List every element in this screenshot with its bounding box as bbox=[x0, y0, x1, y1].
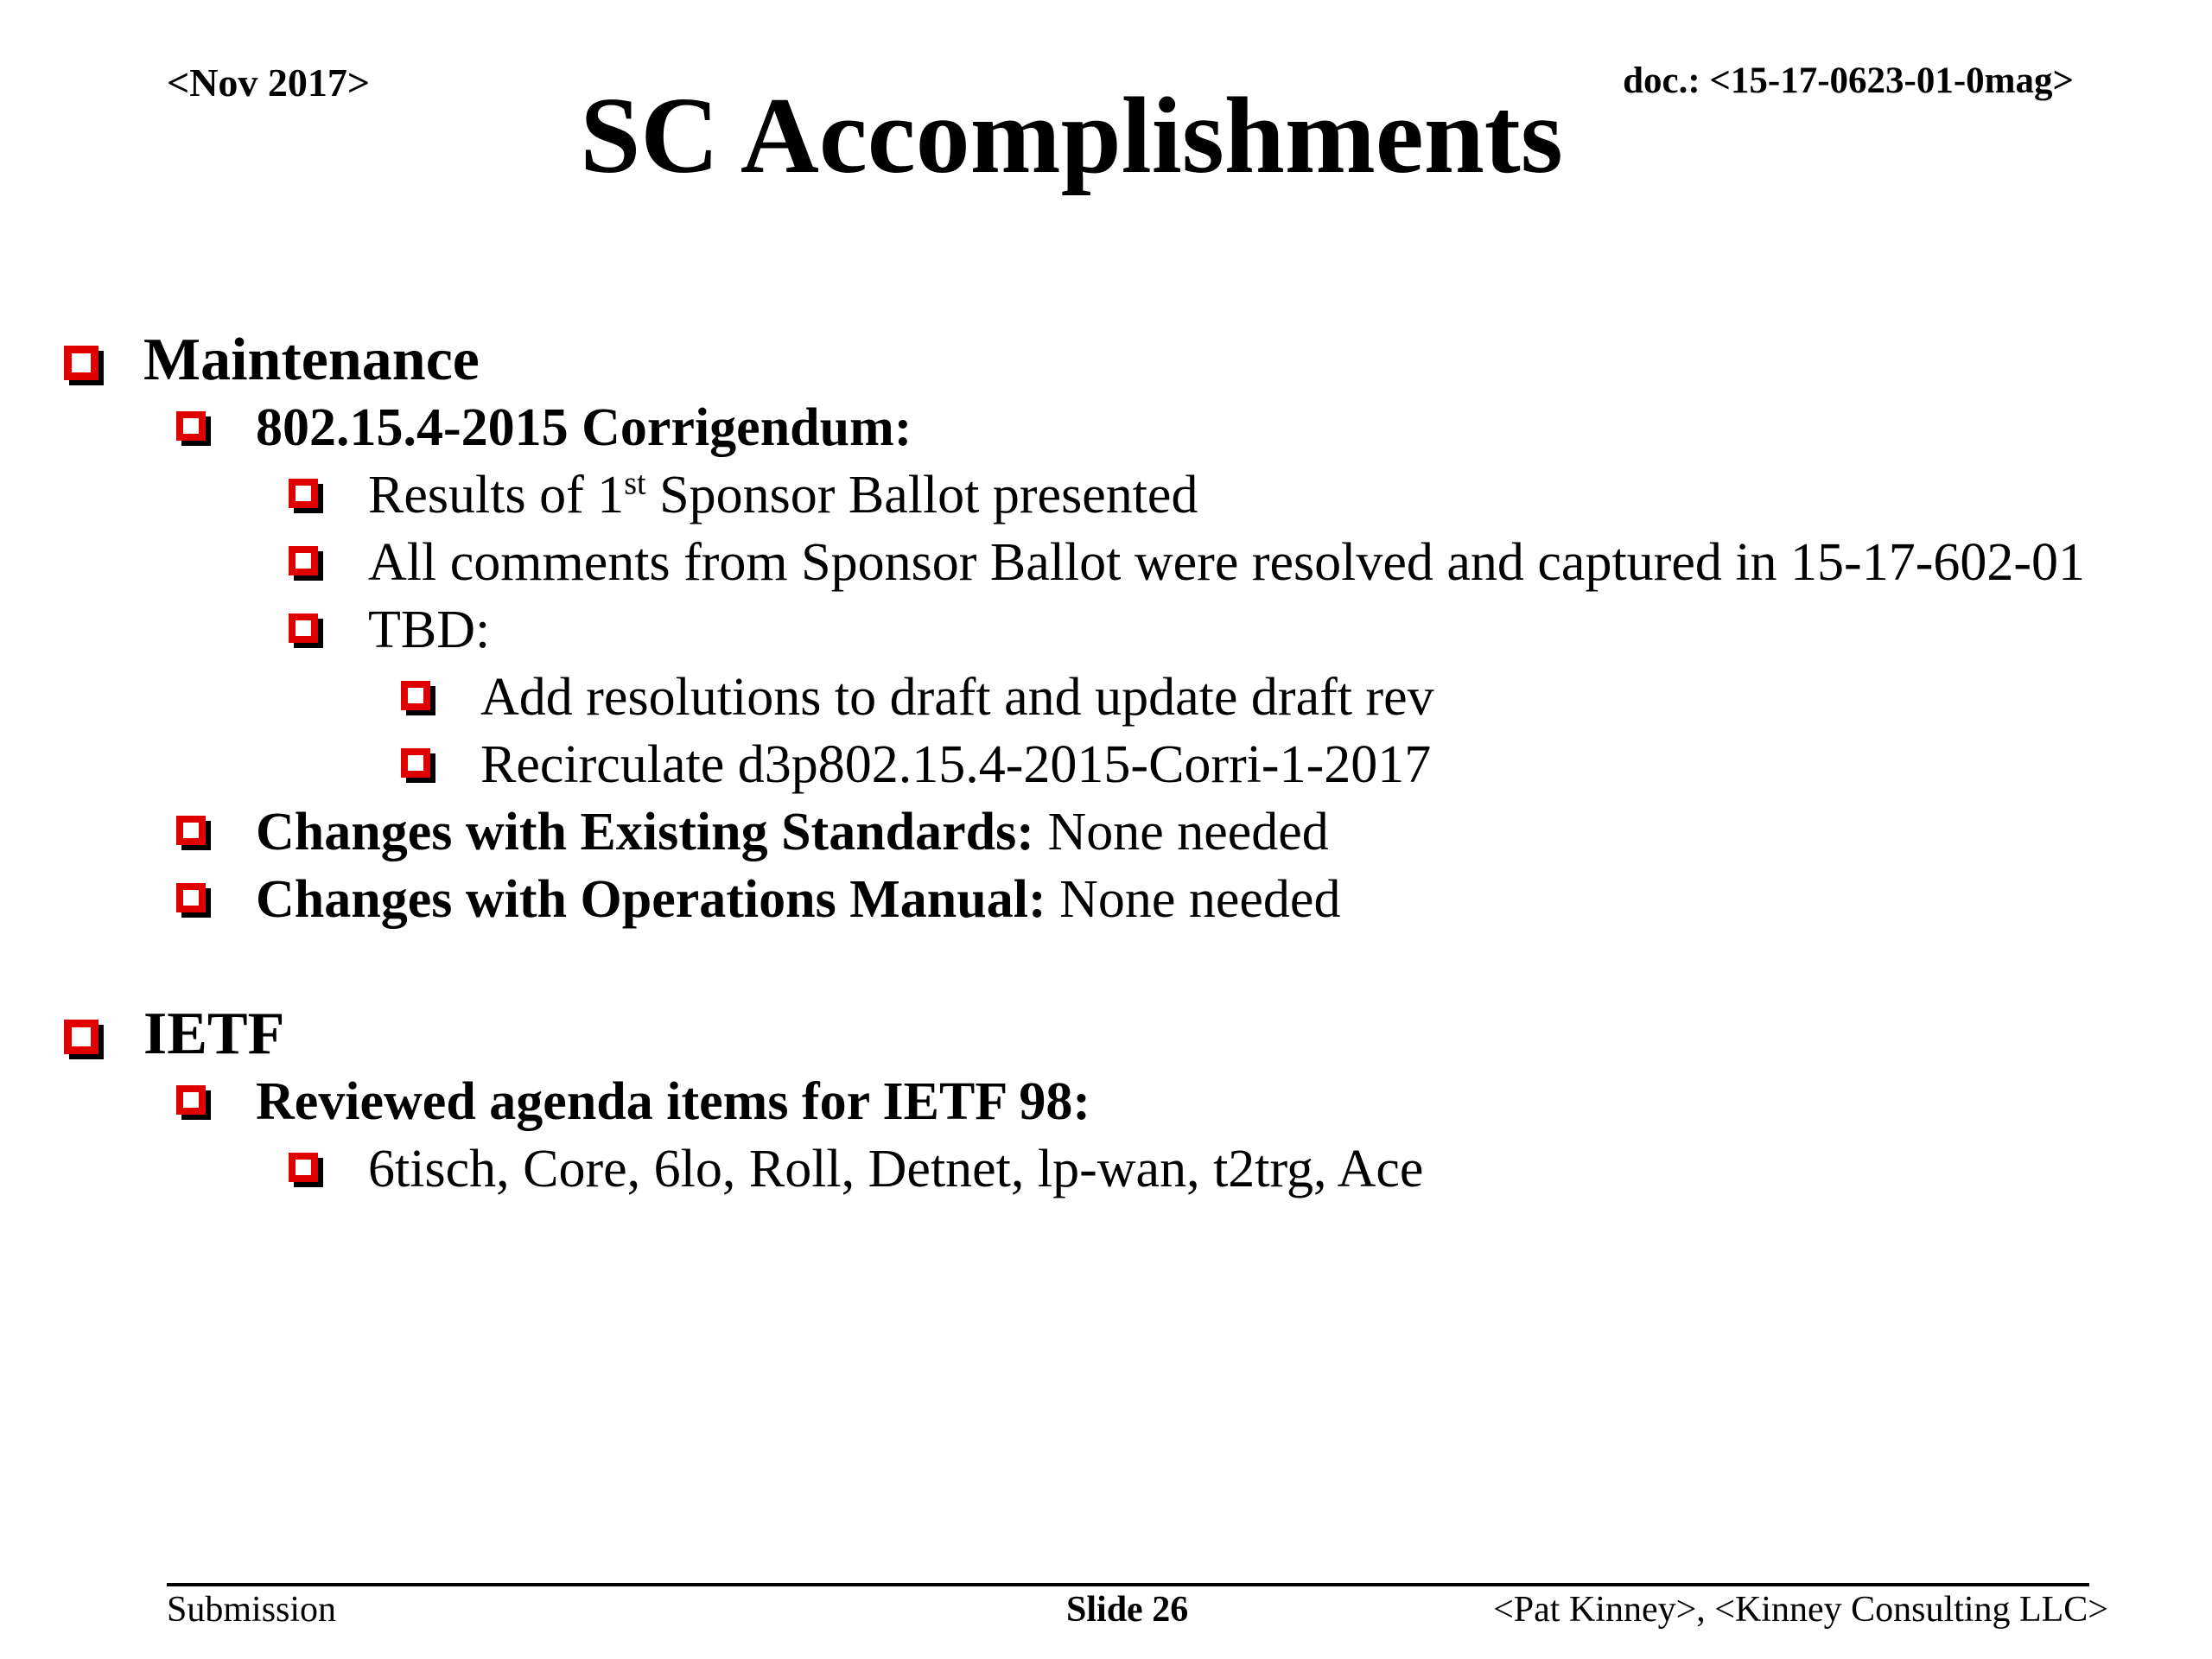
header-doc-id: doc.: <15-17-0623-01-0mag> bbox=[1623, 60, 2074, 101]
checkbox-bullet-icon bbox=[64, 346, 99, 380]
bullet-bold-text: Changes with Existing Standards: bbox=[256, 803, 1034, 861]
bullet-changes-ops bbox=[0, 866, 2212, 933]
bullet-text bbox=[256, 394, 912, 461]
checkbox-bullet-icon bbox=[289, 546, 318, 575]
footer-slide-number: Slide 26 bbox=[1066, 1590, 1189, 1630]
slide-title: SC Accomplishments bbox=[580, 76, 1563, 196]
bullet-tbd bbox=[0, 596, 2212, 664]
results-text-pre: Results of 1 bbox=[368, 466, 625, 524]
bullet-reviewed-agenda bbox=[0, 1068, 2212, 1135]
bullet-all-comments bbox=[0, 529, 2212, 596]
bullet-bold-text: 802.15.4-2015 Corrigendum: bbox=[256, 398, 912, 457]
footer-divider bbox=[167, 1583, 2089, 1586]
bullet-list bbox=[0, 327, 2212, 1203]
bullet-text bbox=[256, 1068, 1090, 1135]
bullet-corrigendum bbox=[0, 394, 2212, 461]
checkbox-bullet-icon bbox=[289, 1153, 318, 1182]
checkbox-bullet-icon bbox=[176, 816, 206, 845]
checkbox-bullet-icon bbox=[176, 883, 206, 912]
bullet-bold-text: Reviewed agenda items for IETF 98: bbox=[256, 1072, 1091, 1131]
results-text-post: Sponsor Ballot presented bbox=[645, 466, 1198, 524]
checkbox-bullet-icon bbox=[176, 1085, 206, 1115]
bullet-text bbox=[256, 866, 1340, 933]
bullet-plain-text: None needed bbox=[1046, 870, 1341, 929]
footer-submission: Submission bbox=[167, 1590, 337, 1630]
bullet-text: Recirculate d3p802.15.4-2015-Corri-1-2017 bbox=[480, 735, 1432, 794]
checkbox-bullet-icon bbox=[289, 479, 318, 508]
bullet-changes-standards bbox=[0, 798, 2212, 866]
bullet-text: TBD: bbox=[368, 601, 491, 659]
bullet-text bbox=[368, 461, 1198, 529]
bullet-results bbox=[0, 461, 2212, 529]
bullet-bold-text: Changes with Operations Manual: bbox=[256, 870, 1046, 929]
bullet-text bbox=[256, 798, 1329, 866]
bullet-ietf bbox=[0, 1001, 2212, 1068]
bullet-add-resolutions bbox=[0, 664, 2212, 731]
checkbox-bullet-icon bbox=[64, 1020, 99, 1054]
results-superscript: st bbox=[624, 465, 646, 502]
spacer bbox=[0, 933, 2212, 1001]
checkbox-bullet-icon bbox=[289, 613, 318, 643]
bullet-text: All comments from Sponsor Ballot were resolved and captured in 15-17-602-01 bbox=[368, 533, 2085, 592]
checkbox-bullet-icon bbox=[401, 681, 430, 710]
bullet-text: Add resolutions to draft and update draft rev bbox=[480, 668, 1434, 727]
bullet-text: Maintenance bbox=[143, 327, 480, 393]
header-date: <Nov 2017> bbox=[167, 60, 371, 105]
footer-author: <Pat Kinney>, <Kinney Consulting LLC> bbox=[1493, 1590, 2108, 1630]
checkbox-bullet-icon bbox=[176, 411, 206, 441]
bullet-plain-text: None needed bbox=[1033, 803, 1329, 861]
bullet-maintenance bbox=[0, 327, 2212, 394]
bullet-recirculate bbox=[0, 731, 2212, 798]
bullet-working-groups bbox=[0, 1135, 2212, 1203]
checkbox-bullet-icon bbox=[401, 748, 430, 778]
bullet-text: 6tisch, Core, 6lo, Roll, Detnet, lp-wan, t2trg, Ace bbox=[368, 1140, 1424, 1198]
bullet-text: IETF bbox=[143, 1001, 285, 1067]
